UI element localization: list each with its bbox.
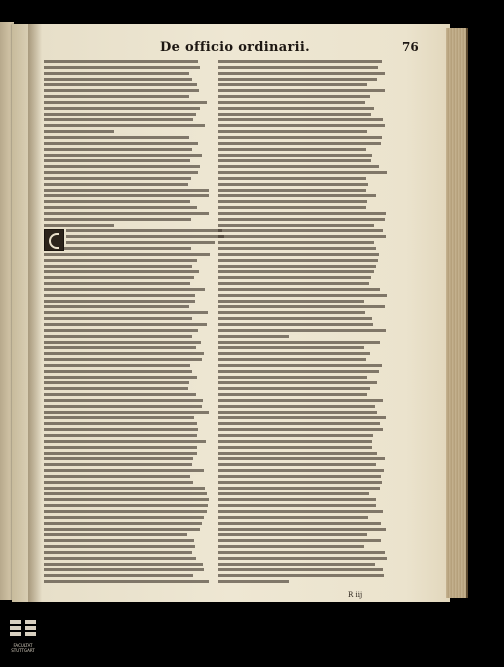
text-line [218,206,366,209]
text-line [218,148,366,151]
text-line [218,487,380,490]
text-line [44,452,197,455]
text-line [218,346,364,349]
text-line [218,440,372,443]
text-line [44,510,207,513]
text-line [218,247,376,250]
text-line [218,253,379,256]
text-line [44,159,190,162]
text-line [44,154,202,157]
text-line [44,557,196,560]
text-line [218,200,367,203]
text-line [44,218,191,221]
text-line [44,78,192,81]
text-line [218,563,375,566]
text-line [218,452,377,455]
text-line [44,317,192,320]
text-line [218,498,376,501]
text-line [44,247,191,250]
text-line [44,83,197,86]
text-line [44,142,198,145]
text-line [44,130,114,133]
text-line [218,545,364,548]
text-line [218,422,380,425]
text-line [44,329,198,332]
text-line [218,171,387,174]
text-line [218,358,366,361]
text-line [44,563,203,566]
text-line [44,376,197,379]
text-line [44,66,200,69]
text-line [218,387,370,390]
text-line [44,341,201,344]
text-line [44,457,193,460]
text-line [44,288,205,291]
fore-edge [446,28,468,598]
library-name-line1: FACULTAT [13,643,33,648]
text-line [218,533,367,536]
text-line [66,229,222,232]
text-line [44,194,209,197]
text-line [218,428,383,431]
text-line [218,165,379,168]
text-line [218,352,370,355]
text-line [218,399,383,402]
text-line [218,522,381,525]
text-line [218,130,367,133]
text-line [44,89,199,92]
text-line [44,118,193,121]
text-line [218,329,386,332]
text-line [218,446,372,449]
right-text-column [218,60,388,585]
text-line [218,282,369,285]
library-name [4,643,42,653]
text-line [218,72,385,75]
text-line [66,235,224,238]
text-line [44,352,204,355]
text-line [44,405,202,408]
text-line [218,136,382,139]
decorated-initial-d [44,229,64,251]
text-line [44,393,196,396]
folio-number: 76 [402,40,419,54]
text-line [218,574,384,577]
text-line [44,528,200,531]
text-line [44,522,202,525]
text-line [44,475,190,478]
text-line [218,364,382,367]
text-line [44,364,190,367]
text-line [218,370,379,373]
text-line [218,475,381,478]
text-line [44,300,195,303]
text-line [44,148,192,151]
text-line [218,235,386,238]
text-line [44,481,193,484]
printer-signature: R iij [348,591,363,599]
page-header-title: De officio ordinarii. [160,40,310,55]
text-line [218,305,385,308]
text-line [218,516,368,519]
text-line [44,335,192,338]
text-line [44,422,197,425]
text-line [44,101,207,104]
text-line [218,107,374,110]
text-line [218,393,367,396]
text-line [218,89,385,92]
text-line [44,294,195,297]
text-line [218,218,385,221]
text-line [218,124,385,127]
text-line [218,335,289,338]
text-line [44,253,210,256]
text-line [218,294,387,297]
text-line [218,481,382,484]
text-line [44,370,192,373]
text-line [44,124,205,127]
text-line [44,305,189,308]
text-line [218,194,376,197]
text-line [218,469,384,472]
text-line [44,212,209,215]
text-line [44,177,191,180]
text-line [44,183,188,186]
text-line [218,580,289,583]
text-line [218,259,378,262]
text-line [218,317,372,320]
text-line [218,504,376,507]
text-line [66,241,215,244]
text-line [44,551,192,554]
text-line [44,492,207,495]
text-line [218,183,368,186]
text-line [44,311,208,314]
text-line [218,265,376,268]
gutter-shadow [28,24,42,602]
text-line [44,165,200,168]
text-line [218,78,377,81]
text-line [44,200,190,203]
text-line [218,159,371,162]
text-line [218,405,375,408]
text-line [44,358,202,361]
text-line [44,463,192,466]
text-line [44,533,187,536]
text-line [218,241,374,244]
text-line [218,95,370,98]
text-line [44,95,189,98]
text-line [218,60,382,63]
text-line [44,411,209,414]
text-line [44,265,192,268]
text-line [44,545,195,548]
text-line [218,434,373,437]
text-line [218,568,383,571]
text-line [44,136,189,139]
text-line [44,107,200,110]
text-line [44,276,194,279]
text-line [218,142,381,145]
library-logo-icon [8,618,38,640]
text-line [218,189,366,192]
text-line [218,300,364,303]
text-line [44,346,196,349]
text-line [44,282,190,285]
text-line [218,381,377,384]
text-line [44,323,207,326]
text-line [44,574,193,577]
text-line [218,154,372,157]
text-line [218,457,385,460]
text-line [44,387,188,390]
text-line [218,83,367,86]
text-line [218,341,380,344]
text-line [218,270,374,273]
text-line [218,311,365,314]
text-line [218,539,381,542]
text-line [218,323,373,326]
text-line [44,440,206,443]
library-name-line2: STUTTGART [11,648,35,653]
text-line [218,113,371,116]
text-line [44,206,197,209]
text-line [218,276,371,279]
text-line [218,492,369,495]
text-line [44,381,189,384]
text-line [44,171,198,174]
text-line [44,469,204,472]
text-line [218,551,385,554]
text-line [218,229,383,232]
text-line [44,259,197,262]
text-line [44,416,194,419]
text-line [218,288,380,291]
text-line [44,504,208,507]
left-text-column [44,60,210,585]
text-line [218,463,376,466]
text-line [218,118,383,121]
text-line [218,101,365,104]
text-line [218,177,366,180]
text-line [218,510,383,513]
text-line [44,434,197,437]
text-line [44,446,197,449]
text-line [44,224,114,227]
text-line [44,428,198,431]
text-line [218,66,378,69]
text-line [44,72,189,75]
text-line [44,399,203,402]
text-line [44,487,205,490]
text-line [44,580,209,583]
text-line [44,539,194,542]
text-line [44,568,204,571]
text-line [44,498,209,501]
text-line [218,212,386,215]
text-line [44,113,196,116]
text-line [44,60,198,63]
text-line [218,224,374,227]
text-line [218,528,386,531]
text-line [44,189,209,192]
text-line [44,270,199,273]
text-line [218,411,377,414]
text-line [44,516,204,519]
text-line [218,557,387,560]
text-line [218,376,367,379]
text-line [218,416,386,419]
